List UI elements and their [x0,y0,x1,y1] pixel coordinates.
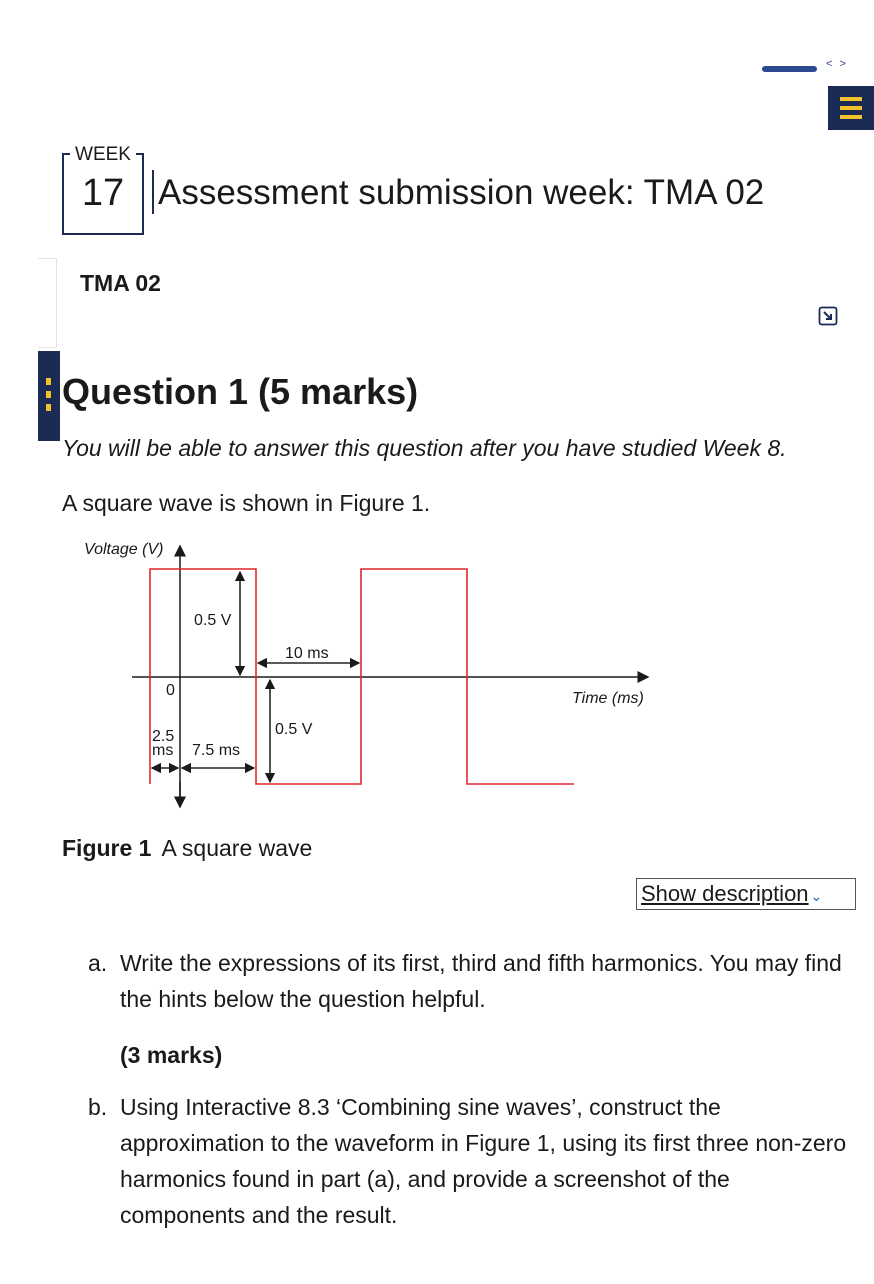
offset-label-bottom: ms [152,742,174,759]
x-axis-label: Time (ms) [572,690,644,707]
part-text: Using Interactive 8.3 ‘Combining sine waves’, construct the approximation to the waveform in Figure 1, using its first three non-zero harmonics found in part (a), and provide a screenshot of the components and the result. [120,1094,847,1228]
question-intro: A square wave is shown in Figure 1. [62,490,431,516]
question-part-a [88,945,858,1073]
progress-bar [762,66,817,72]
question-note: You will be able to answer this question after you have studied Week 8. [62,435,787,461]
prev-next-arrows[interactable]: < > [826,58,848,70]
show-description-label: Show description [641,881,809,906]
question-part-b [88,1089,858,1233]
part-marker: a. [88,950,108,976]
week-number: 17 [81,172,125,214]
page-title: Assessment submission week: TMA 02 [158,173,765,212]
part-marks: (3 marks) [120,1042,223,1068]
figure-caption-text: A square wave [161,835,313,861]
offset-label-top: 2.5 [152,728,175,745]
chevron-down-icon: ⌄ [810,888,823,904]
question-heading: Question 1 (5 marks) [62,371,419,412]
part-text: Write the expressions of its first, third and fifth harmonics. You may find the hints below the question helpful. [120,950,842,1012]
amp-bottom-label: 0.5 V [275,721,313,738]
gap-label: 10 ms [285,645,329,662]
title-divider [152,170,154,214]
week-label: WEEK [75,144,131,165]
figure-caption-label: Figure 1 [62,835,152,861]
show-description-button[interactable] [636,878,856,910]
y-axis-label: Voltage (V) [84,541,164,558]
question-rail [38,351,60,441]
section-rail [38,258,57,348]
amp-top-label: 0.5 V [194,612,232,629]
section-heading: TMA 02 [80,270,161,296]
origin-label: 0 [166,682,175,699]
menu-button[interactable] [828,86,874,130]
part-marker: b. [88,1094,108,1120]
figure-caption [62,833,312,863]
question-parts [88,945,858,1233]
width-label: 7.5 ms [192,742,241,759]
open-in-new-icon[interactable] [818,306,838,326]
square-wave-figure [70,532,670,822]
